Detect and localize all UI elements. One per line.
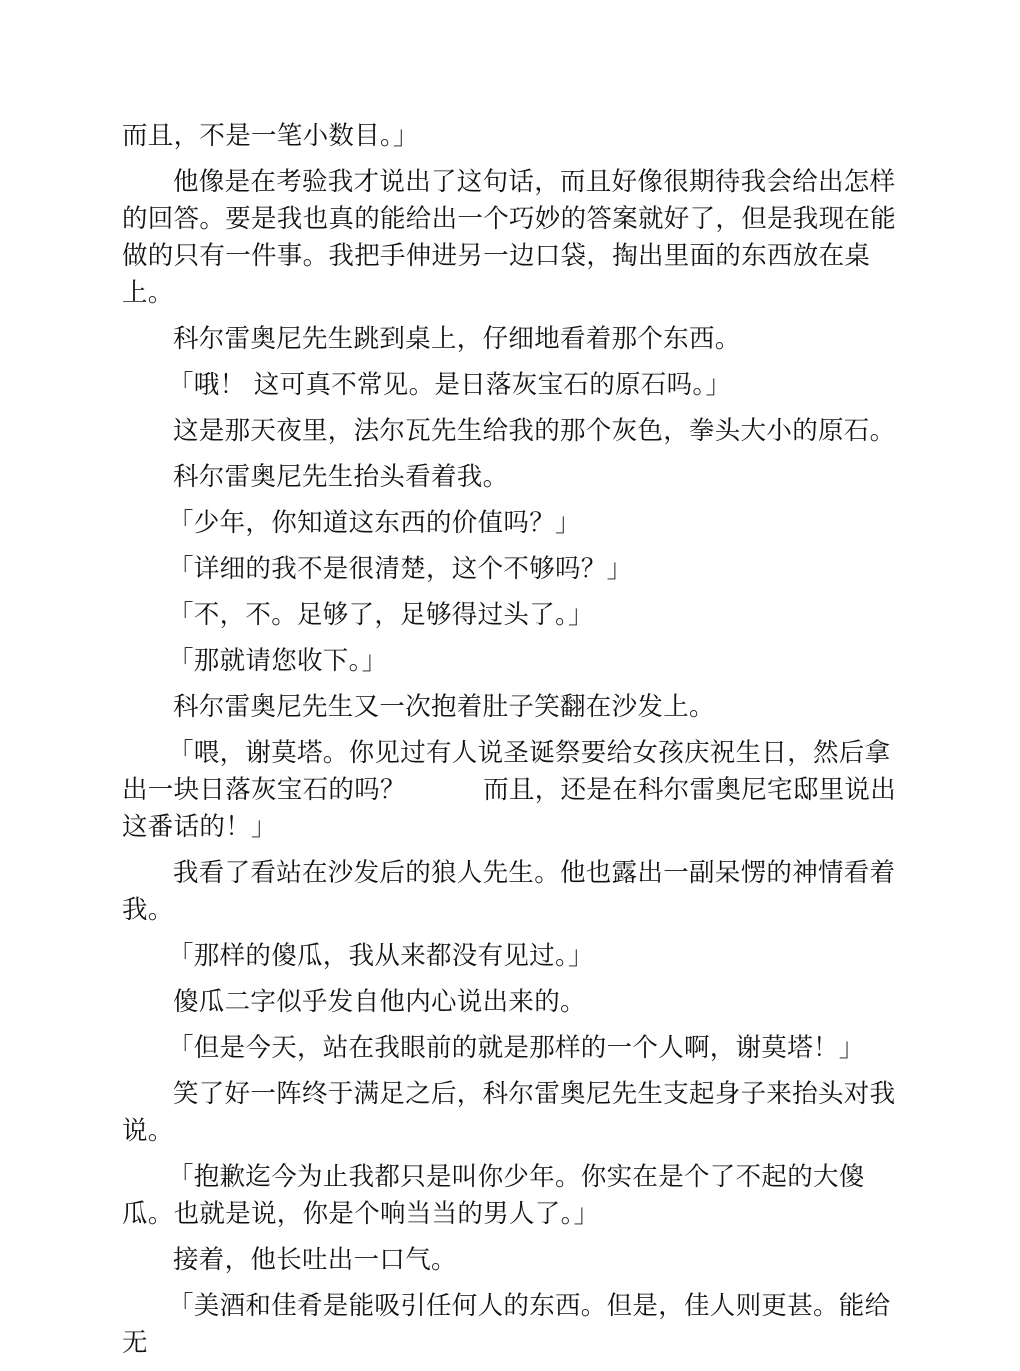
dialogue-line: 「那就请您收下。」 xyxy=(168,646,388,676)
paragraph: 而且，不是一笔小数目。」 xyxy=(122,121,419,151)
dialogue-line: 「不，不。足够了，足够得过头了。」 xyxy=(168,600,594,630)
dialogue-line: 「但是今天，站在我眼前的就是那样的一个人啊，谢莫塔！」 xyxy=(168,1033,865,1063)
dialogue-line: 「美酒和佳肴是能吸引任何人的东西。但是，佳人则更甚。能给无 xyxy=(122,1291,891,1358)
paragraph: 接着，他长吐出一口气。 xyxy=(173,1245,457,1275)
dialogue-line: 「那样的傻瓜，我从来都没有见过。」 xyxy=(168,941,594,971)
dialogue-line: 「详细的我不是很清楚，这个不够吗？」 xyxy=(168,554,633,584)
dialogue-line: 「喂，谢莫塔。你见过有人说圣诞祭要给女孩庆祝生日，然后拿出一块日落灰宝石的吗？ 而且，还是在科尔雷奥尼宅邸里说出这番话的！」 xyxy=(122,738,897,842)
paragraph: 科尔雷奥尼先生跳到桌上，仔细地看着那个东西。 xyxy=(173,324,741,354)
paragraph: 科尔雷奥尼先生又一次抱着肚子笑翻在沙发上。 xyxy=(173,692,715,722)
dialogue-line: 「抱歉迄今为止我都只是叫你少年。你实在是个了不起的大傻瓜。也就是说，你是个响当当的男人了。」 xyxy=(122,1162,865,1229)
body-text xyxy=(122,118,904,1371)
paragraph: 科尔雷奥尼先生抬头看着我。 xyxy=(173,462,509,492)
paragraph: 他像是在考验我才说出了这句话，而且好像很期待我会给出怎样的回答。要是我也真的能给出一个巧妙的答案就好了，但是我现在能做的只有一件事。我把手伸进另一边口袋，掏出里面的东西放在桌上。 xyxy=(122,167,897,308)
paragraph: 傻瓜二字似乎发自他内心说出来的。 xyxy=(173,987,586,1017)
paragraph: 我看了看站在沙发后的狼人先生。他也露出一副呆愣的神情看着我。 xyxy=(122,858,896,925)
dialogue-line: 「哦！ 这可真不常见。是日落灰宝石的原石吗。」 xyxy=(168,370,732,400)
paragraph: 这是那天夜里，法尔瓦先生给我的那个灰色，拳头大小的原石。 xyxy=(173,416,896,446)
dialogue-line: 「少年，你知道这东西的价值吗？」 xyxy=(168,508,581,538)
paragraph: 笑了好一阵终于满足之后，科尔雷奥尼先生支起身子来抬头对我说。 xyxy=(122,1079,896,1146)
